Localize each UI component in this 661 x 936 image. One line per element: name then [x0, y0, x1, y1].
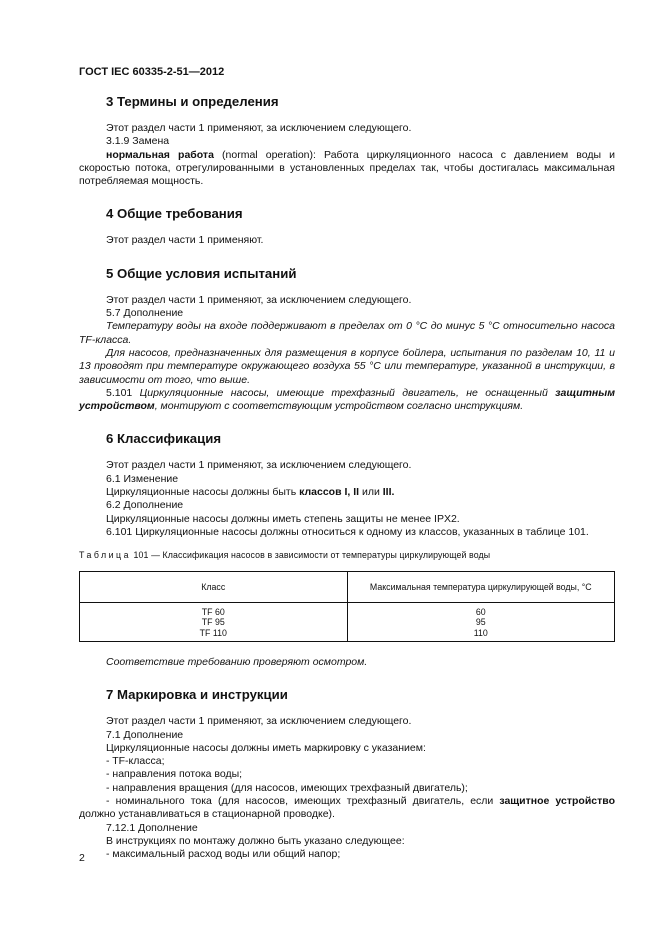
page-number: 2: [79, 852, 85, 864]
section-3-title: 3 Термины и определения: [106, 94, 279, 109]
class-iii-term: III.: [382, 486, 395, 499]
table-caption-label: Таблица: [79, 550, 131, 561]
clause-5-101-text-b: , монтируют с соответствующим устройством согласно инструкциям.: [154, 400, 524, 413]
section-5: [79, 266, 615, 414]
clause-6-2-text: Циркуляционные насосы должны иметь степень защиты не менее IPX2.: [106, 512, 460, 525]
table-row: [80, 628, 615, 641]
list-item: [79, 795, 615, 822]
clause-6-1-text: [79, 486, 615, 499]
col-header-max-temp: Максимальная температура циркулирующей воды, °С: [347, 571, 615, 602]
section-7-title: 7 Маркировка и инструкции: [106, 687, 288, 703]
clause-5-101-term: защитным устройством: [79, 386, 615, 413]
clause-6-2: 6.2 Дополнение: [106, 499, 184, 512]
table-row: [80, 602, 615, 617]
classes-term: классов I, II: [299, 486, 360, 499]
section-6-title: 6 Классификация: [106, 431, 222, 447]
clause-6-101: 6.101 Циркуляционные насосы должны относиться к одному из классов, указанных в таблице 101.: [106, 525, 589, 538]
cell-temp: 110: [347, 628, 615, 641]
clause-6-1-text-b: или: [359, 486, 383, 499]
clause-5-7-text-2: Для насосов, предназначенных для размещения в корпусе бойлера, испытания по разделам 10, 11 и 13 проводят при температуре окружающего воздуха 55 °С или температуре, указанной в инструкции, в зависимости от того, что выше.: [79, 346, 615, 386]
section-4-title: 4 Общие требования: [106, 206, 243, 222]
clause-7-12-1-text: В инструкциях по монтажу должно быть указано следующее:: [106, 834, 405, 847]
list-item: - TF-класса;: [106, 755, 165, 768]
cell-temp: 95: [347, 617, 615, 628]
standard-header: ГОСТ IEC 60335-2-51—2012: [79, 66, 225, 78]
section-3-intro: Этот раздел части 1 применяют, за исключением следующего.: [106, 122, 412, 134]
page-content: [79, 94, 615, 879]
list-item: - направления потока воды;: [106, 768, 243, 781]
clause-6-1-text-a: Циркуляционные насосы должны быть: [106, 486, 300, 499]
cell-class: TF 95: [80, 617, 348, 628]
clause-5-101-number: 5.101: [106, 386, 140, 399]
clause-7-12-1: 7.12.1 Дополнение: [106, 821, 198, 834]
cell-class: TF 110: [80, 628, 348, 641]
list-item: - направления вращения (для насосов, имеющих трехфазный двигатель);: [106, 781, 468, 794]
compliance-note: Соответствие требованию проверяют осмотром.: [106, 655, 368, 668]
definition-text: (normal operation): Работа циркуляционного насоса с давлением воды и скоростью потока, отрегулированными в установленных пределах так, чтобы достигалась максимальная потребляемая мощность.: [79, 148, 615, 188]
classification-table: [79, 571, 615, 642]
cell-class: TF 60: [80, 602, 348, 617]
list-item-text-a: - номинального тока (для насосов, имеющих трехфазный двигатель, если: [106, 795, 500, 807]
table-caption-text: 101 — Классификация насосов в зависимости от температуры циркулирующей воды: [131, 550, 491, 561]
cell-temp: 60: [347, 602, 615, 617]
definition-normal-operation: [79, 149, 615, 189]
clause-5-101-text-a: Циркуляционные насосы, имеющие трехфазный двигатель, не оснащенный: [139, 386, 556, 399]
section-6: [79, 431, 615, 669]
section-7: [79, 687, 615, 861]
clause-7-1: 7.1 Дополнение: [106, 728, 184, 741]
section-3: [79, 94, 615, 188]
clause-7-1-text: Циркуляционные насосы должны иметь маркировку с указанием:: [106, 741, 426, 754]
section-5-intro: Этот раздел части 1 применяют, за исключением следующего.: [106, 293, 412, 306]
definition-term: нормальная работа: [106, 148, 214, 161]
clause-5-101: [79, 387, 615, 414]
table-header-row: [80, 571, 615, 602]
section-7-intro: Этот раздел части 1 применяют, за исключением следующего.: [106, 715, 412, 728]
clause-5-7: 5.7 Дополнение: [106, 307, 184, 320]
section-4: [79, 206, 615, 247]
clause-3-1-9: 3.1.9 Замена: [106, 135, 170, 148]
section-5-title: 5 Общие условия испытаний: [106, 265, 297, 281]
table-caption: [79, 549, 615, 562]
table-row: [80, 617, 615, 628]
list-item-text-b: должно устанавливаться в стационарной проводке).: [79, 808, 335, 821]
section-4-intro: Этот раздел части 1 применяют.: [106, 234, 264, 247]
protective-device-term: защитное устройство: [499, 795, 615, 807]
col-header-class: Класс: [80, 571, 348, 602]
clause-6-1: 6.1 Изменение: [106, 472, 179, 485]
clause-5-7-text-1: Температуру воды на входе поддерживают в пределах от 0 °С до минус 5 °С относительно насоса TF-класса.: [79, 320, 615, 346]
section-6-intro: Этот раздел части 1 применяют, за исключением следующего.: [106, 459, 412, 472]
list-item: - максимальный расход воды или общий напор;: [106, 848, 341, 861]
